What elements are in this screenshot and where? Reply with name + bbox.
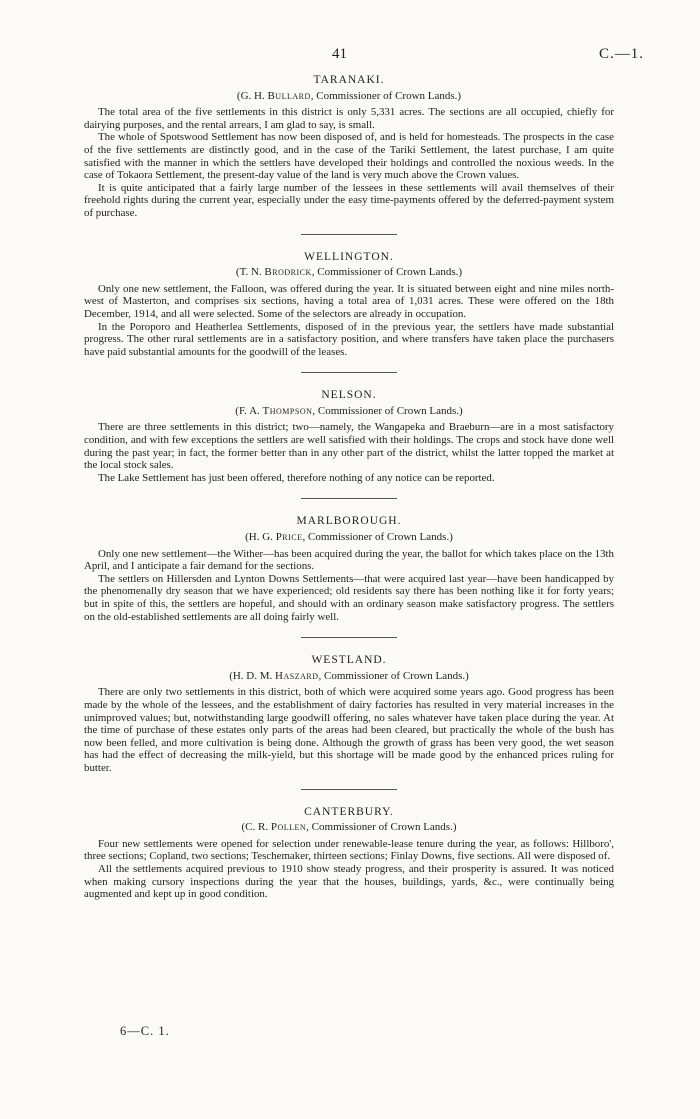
section-title: NELSON. [321,389,377,402]
signature-mark: 6—C. 1. [120,1024,170,1038]
section-taranaki [84,74,614,220]
paragraph: The total area of the five settlements in this district is only 5,331 acres. The sections are all occupied, chiefly for dairying purposes, and the rental arrears, I am glad to say, is small. [84,106,614,131]
commissioner-name: Bullard [267,89,311,102]
section-divider [301,498,397,499]
paragraph: There are only two settlements in this district, both of which were acquired some years ago. Good progress has been made by the whole of the lessees, and the establishment of dairy factories has resulted in very material increases in the unimproved values; but, notwithstanding large goodwill offering, no sales whatever have taken place during the year. At the time of purchase of these estates only parts of the areas had been cleared, but practically the whole of the bush has now been felled, and more cultivation is being done. Although the growth of grass has been very good, the wet season has had the effect of decreasing the milk-yield, but this shortage will be made good by the enhanced prices ruling for butter. [84,686,614,774]
section-title: WESTLAND. [311,654,387,667]
paragraph: The Lake Settlement has just been offered, therefore nothing of any notice can be reported. [98,471,495,484]
commissioner-line: (H. G. Price, Commissioner of Crown Lands.) [245,531,453,544]
paragraph: Four new settlements were opened for selection under renewable-lease tenure during the year, as follows: Hillboro', three sections; Copland, two sections; Teschemaker, thirteen sections; Finlay Downs, five sections. All were disposed of. [84,837,614,863]
section-title: MARLBOROUGH. [296,515,402,528]
paragraph: In the Poroporo and Heatherlea Settlements, disposed of in the previous year, the settlers have made substantial progress. The other rural settlements are in a satisfactory position, and where transfers have taken place the purchasers have paid substantial amounts for the goodwill of the leases. [84,320,614,358]
section-title: WELLINGTON. [304,250,394,263]
section-divider [301,372,397,373]
section-divider [301,234,397,235]
paragraph: Only one new settlement—the Wither—has been acquired during the year, the ballot for which takes place on the 13th April, and I anticipate a fair demand for the sections. [84,547,614,573]
commissioner-name: Price [275,531,303,544]
paragraph: Only one new settlement, the Falloon, was offered during the year. It is situated between eight and nine miles north-west of Masterton, and comprises six sections, having a total area of 1,031 acres. These were offered on the 18th December, 1914, and all were selected. Some of the selectors are already in occupation. [84,282,614,320]
commissioner-line: (T. N. Brodrick, Commissioner of Crown Lands.) [235,266,463,279]
section-nelson [84,389,614,484]
report-body [84,74,614,901]
paragraph: The settlers on Hillersden and Lynton Downs Settlements—that were acquired last year—have been handicapped by the phenomenally dry season that we have experienced; old residents say there has been nothing like it for forty years; but in spite of this, the settlers are hopeful, and should with an ordinary season make satisfactory progress. The settlers on the old-established settlements are all doing fairly well. [84,572,614,623]
commissioner-name: Haszard [275,669,319,682]
commissioner-line: (H. D. M. Haszard, Commissioner of Crown Lands.) [229,669,469,682]
page-number: 41 [332,46,347,62]
series-reference: C.—1. [598,46,644,62]
section-title: CANTERBURY. [304,805,394,818]
commissioner-line: (C. R. Pollen, Commissioner of Crown Lands.) [241,821,457,834]
commissioner-line: (F. A. Thompson, Commissioner of Crown Lands.) [235,404,463,417]
commissioner-name: Brodrick [264,266,312,279]
section-westland [84,654,614,774]
paragraph: It is quite anticipated that a fairly large number of the lessees in these settlements will avail themselves of their freehold rights during the current year, especially under the easy time-payments offered by the deferred-payment system of purchase. [84,181,614,219]
section-marlborough [84,515,614,623]
commissioner-name: Pollen [270,821,307,834]
commissioner-name: Thompson [262,404,313,417]
paragraph: The whole of Spotswood Settlement has now been disposed of, and is held for homesteads. The prospects in the case of the five settlements are distinctly good, and in the case of the Tariki Settlement, the latest purchase, I am quite satisfied with the manner in which the settlers have developed their holdings and controlled the noxious weeds. In the case of Tokaora Settlement, the present-day value of the land is very much above the Crown values. [84,131,614,182]
section-divider [301,789,397,790]
paragraph: All the settlements acquired previous to 1910 show steady progress, and their prosperity is assured. It was noticed when making cursory inspections during the year that the houses, buildings, yards, &c., were continually being augmented and kept up in good condition. [84,862,614,901]
section-canterbury [84,806,614,901]
section-wellington [84,251,614,359]
paragraph: There are three settlements in this district; two—namely, the Wangapeka and Braeburn—are in a most satisfactory condition, and with few exceptions the settlers are well satisfied with their holdings. The crops and stock have done well during the past year; in fact, the former better than in any other part of the district, whilst the latter topped the market at the local stock sales. [84,421,614,472]
section-title: TARANAKI. [313,74,385,86]
commissioner-line: (G. H. Bullard, Commissioner of Crown Lands.) [236,89,462,102]
section-divider [301,637,397,638]
